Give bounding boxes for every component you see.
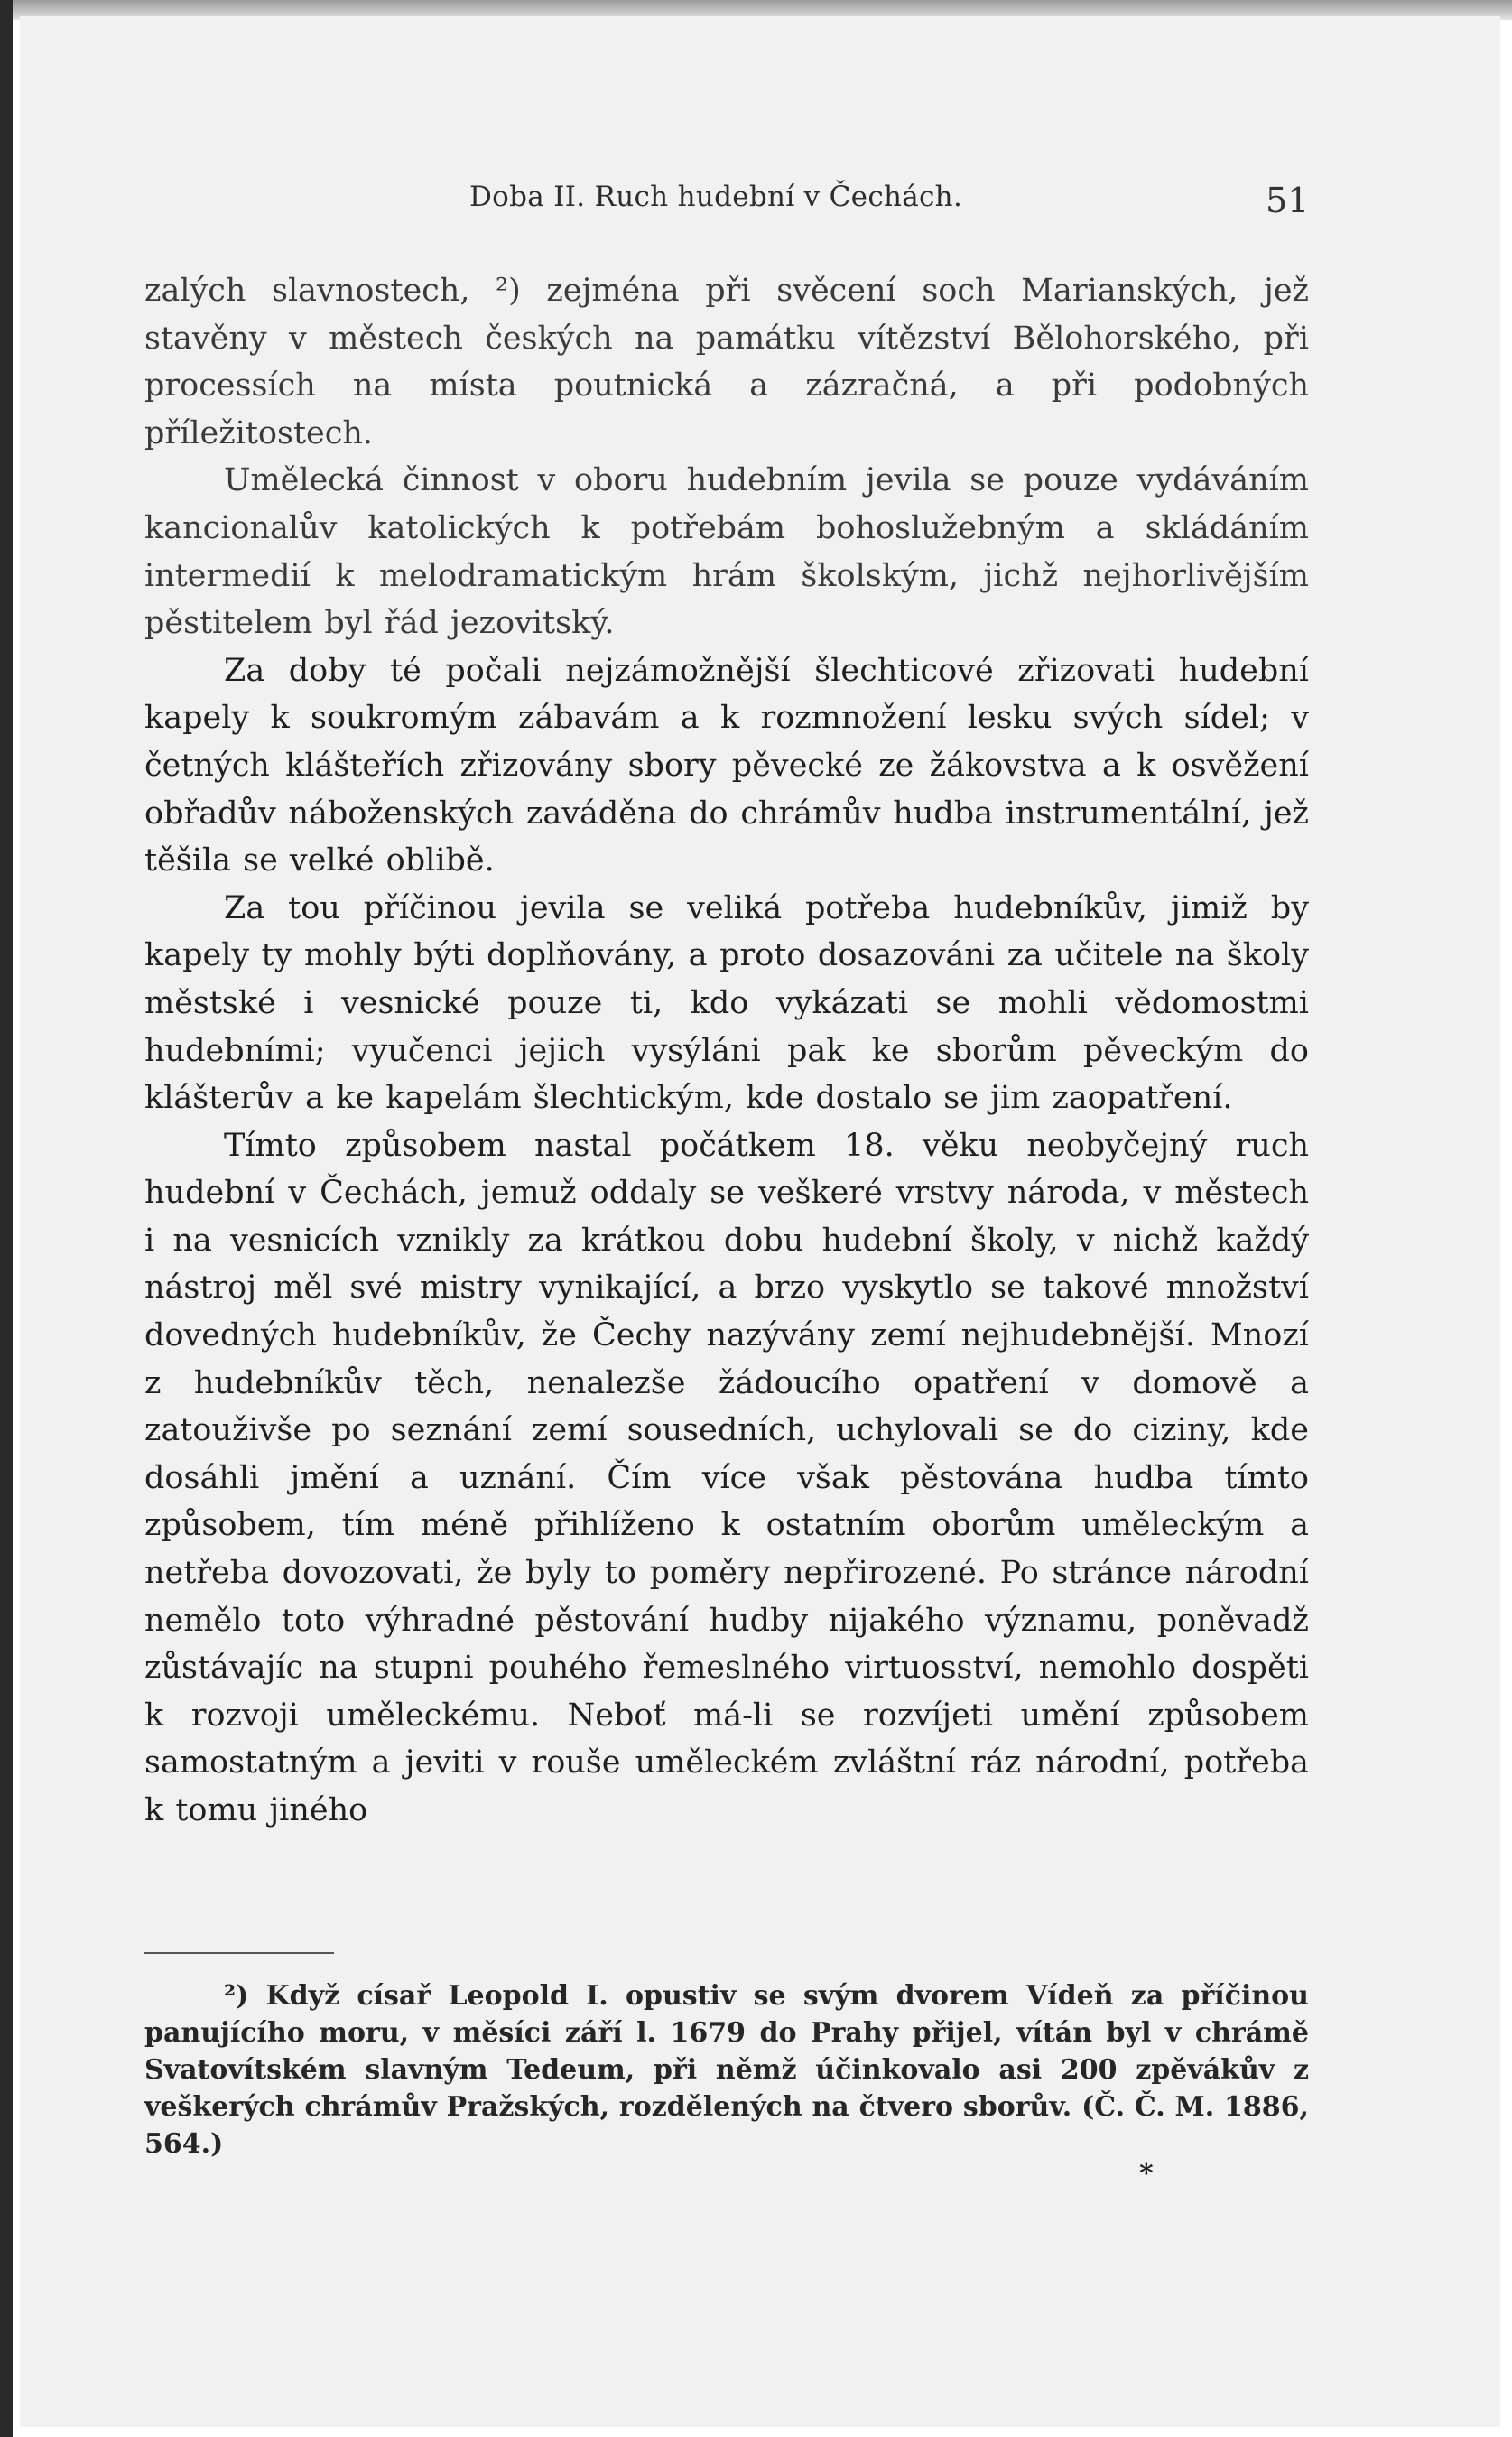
paragraph-5: Tímto způsobem nastal počátkem 18. věku neobyčejný ruch hudební v Čechách, jemuž oddaly se veškeré vrstvy národa, v městech i na vesnicích vznikly za krátkou dobu hudební školy, v nichž každý nástroj měl své mistry vynikající, a brzo vyskytlo se takové množství dovedných hudebníkův, že Čechy nazývány zemí nejhudebnější. Mnozí z hudebníkův těch, nenalezše žádoucího opatření v domově a zatouživše po seznání zemí sousedních, uchylovali se do ciziny, kde dosáhli jmění a uznání. Čím více však pěstována hudba tímto způsobem, tím méně přihlíženo k ostatním oborům uměleckým a netřeba dovozovati, že byly to poměry nepřirozené. Po stránce národní nemělo toto výhradné pěstování hudby nijakého významu, poněvadž zůstávajíc na stupni pouhého řemeslného virtuosství, nemohlo dospěti k rozvoji uměleckému. Neboť má-li se rozvíjeti umění způsobem samostatným a jeviti v rouše uměleckém zvláštní ráz národní, potřeba k tomu jiného	[144, 1127, 1309, 1828]
paragraph-1: zalých slavnostech, ²) zejména při svěcení soch Marianských, jež stavěny v městech českých na památku vítězství Bělohorského, při processích na místa poutnická a zázračná, a při podobných příležitostech.	[144, 273, 1309, 451]
footnote: ²) Když císař Leopold I. opustiv se svým dvorem Vídeň za příčinou panujícího moru, v měsíci září l. 1679 do Prahy přijel, vítán byl v chrámě Svatovítském slavným Tedeum, při němž účinkovalo asi 200 zpěvákův z veškerých chrámův Pražských, rozdělených na čtvero sborův. (Č. Č. M. 1886, 564.)	[144, 1980, 1309, 2160]
scan-edge-left	[0, 0, 13, 2437]
body-text	[144, 267, 1309, 1835]
paragraph-4: Za tou příčinou jevila se veliká potřeba hudebníkův, jimiž by kapely ty mohly býti doplňovány, a proto dosazováni za učitele na školy městské i vesnické pouze ti, kdo vykázati se mohli vědomostmi hudebními; vyučenci jejich vysýláni pak ke sborům pěveckým do klášterův a ke kapelám šlechtickým, kde dostalo se jim zaopatření.	[144, 889, 1309, 1117]
page-number: 51	[1266, 181, 1310, 220]
footnote-divider	[144, 1952, 334, 1954]
signature-mark: *	[1139, 2158, 1154, 2190]
paragraph-3: Za doby té počali nejzámožnější šlechticové zřizovati hudební kapely k soukromým zábavám a k rozmnožení lesku svých sídel; v četných klášteřích zřizovány sbory pěvecké ze žákovstva a k osvěžení obřadův náboženských zaváděna do chrámův hudba instrumentální, jež těšila se velké oblibě.	[144, 652, 1309, 879]
running-header: Doba II. Ruch hudební v Čechách.	[469, 181, 963, 213]
paragraph-2: Umělecká činnost v oboru hudebním jevila se pouze vydáváním kancionalův katolických k potřebám bohoslužebným a skládáním intermedií k melodramatickým hrám školským, jichž nejhorlivějším pěstitelem byl řád jezovitský.	[144, 462, 1309, 642]
